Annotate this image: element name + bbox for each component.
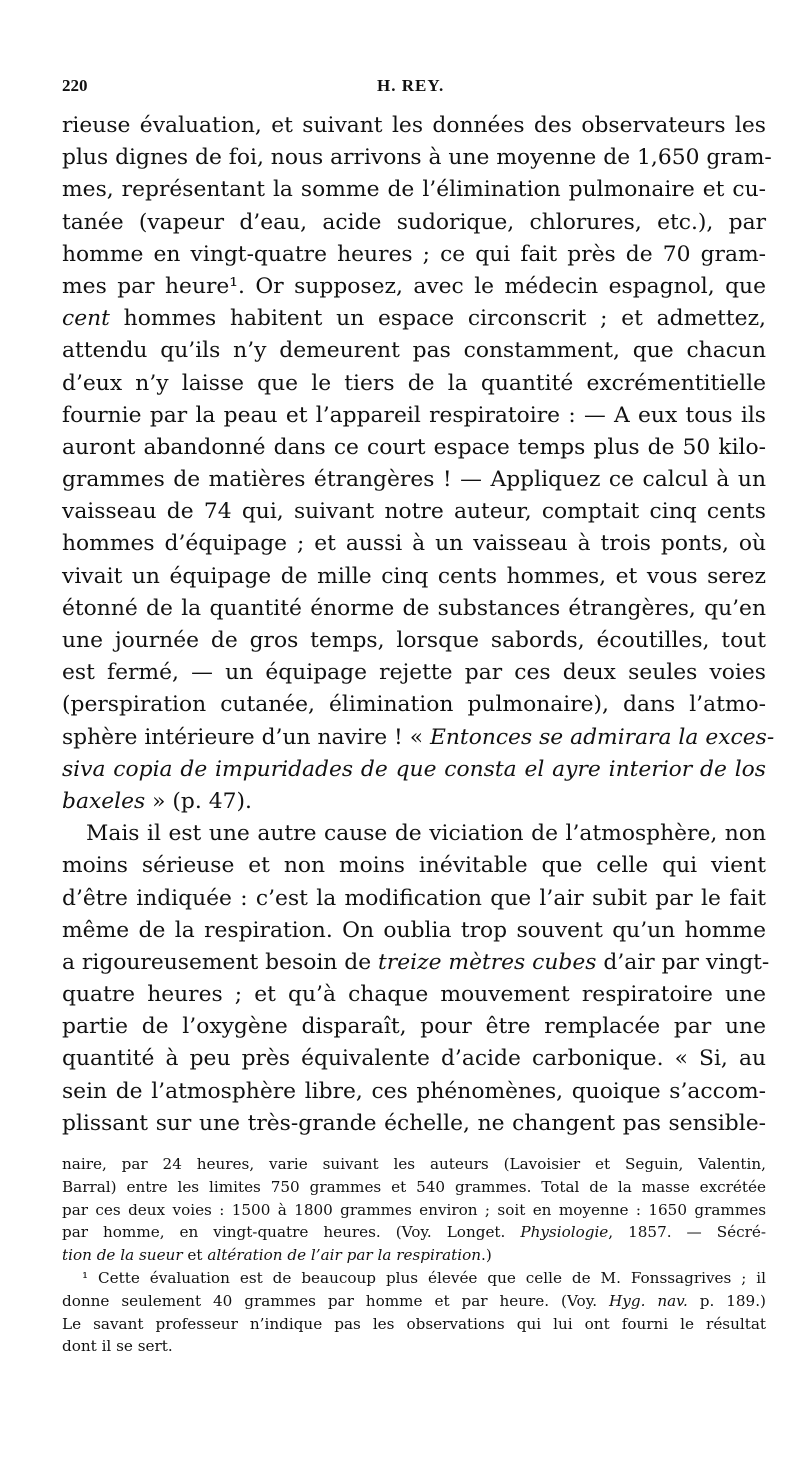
footnote-line: Le savant professeur n’indique pas les observations qui lui ont fourni le résultat <box>62 1314 766 1333</box>
text-line <box>62 303 766 335</box>
text-line: (perspiration cutanée, élimination pulmonaire), dans l’atmo- <box>62 692 766 718</box>
text-line: d’être indiquée : c’est la modification que l’air subit par le fait <box>62 885 766 911</box>
text-run: .) <box>481 1246 492 1265</box>
text-run: d’air par vingt- <box>596 949 770 975</box>
footnote-line <box>62 1244 766 1267</box>
text-run: donne seulement 40 grammes par homme et par heure. (Voy. <box>62 1291 610 1310</box>
text-line: moins sérieuse et non moins inévitable que celle qui vient <box>62 853 766 879</box>
text-line: vaisseau de 74 qui, suivant notre auteur, comptait cinq cents <box>62 499 766 525</box>
italic-text: Hyg. nav. <box>609 1291 688 1310</box>
text-line: est fermé, — un équipage rejette par ces deux seules voies <box>62 660 766 686</box>
footnote-line <box>62 1290 766 1313</box>
footnote-line: naire, par 24 heures, varie suivant les auteurs (Lavoisier et Seguin, Valentin, <box>62 1155 766 1173</box>
text-line: sein de l’atmosphère libre, ces phénomènes, quoique s’accom- <box>62 1078 766 1104</box>
italic-text: tion de la sueur <box>62 1246 183 1265</box>
text-run: sphère intérieure d’un navire ! « <box>62 724 430 750</box>
text-line: une journée de gros temps, lorsque sabords, écoutilles, tout <box>62 628 766 653</box>
text-line: mes par heure¹. Or supposez, avec le médecin espagnol, que <box>62 273 766 299</box>
italic-text: cent <box>62 306 110 332</box>
text-line: rieuse évaluation, et suivant les données des observateurs les <box>62 113 766 138</box>
text-line: grammes de matières étrangères ! — Appliquez ce calcul à un <box>62 467 766 493</box>
page-header <box>62 76 762 100</box>
text-run: hommes habitent un espace circonscrit ; et admettez, <box>109 306 766 332</box>
text-line <box>62 722 775 754</box>
footnote-line: ¹ Cette évaluation est de beaucoup plus élevée que celle de M. Fonssagrives ; il <box>82 1268 766 1287</box>
text-line: attendu qu’ils n’y demeurent pas constamment, que chacun <box>62 338 766 364</box>
text-line <box>62 786 766 818</box>
text-line: homme en vingt-quatre heures ; ce qui fait près de 70 gram- <box>62 241 766 267</box>
italic-text: treize mètres cubes <box>378 949 597 975</box>
text-run: a rigoureusement besoin de <box>62 949 379 975</box>
text-line <box>62 947 770 979</box>
text-line: tanée (vapeur d’eau, acide sudorique, chlorures, etc.), par <box>62 209 766 235</box>
text-line: Mais il est une autre cause de viciation de l’atmosphère, non <box>86 821 766 847</box>
text-line: quantité à peu près équivalente d’acide carbonique. « Si, au <box>62 1046 766 1072</box>
footnote-line: dont il se sert. <box>62 1337 173 1356</box>
text-line: auront abandonné dans ce court espace temps plus de 50 kilo- <box>62 434 766 460</box>
text-run: par homme, en vingt-quatre heures. (Voy. Longet. <box>62 1223 521 1242</box>
footnote-line: par ces deux voies : 1500 à 1800 grammes environ ; soit en moyenne : 1650 grammes <box>62 1200 766 1219</box>
running-head: H. REY. <box>377 76 445 95</box>
text-line: plissant sur une très-grande échelle, ne changent pas sensible- <box>62 1110 766 1136</box>
text-line: quatre heures ; et qu’à chaque mouvement respiratoire une <box>62 982 766 1008</box>
text-run: p. 189.) <box>687 1291 766 1310</box>
footnote-line: Barral) entre les limites 750 grammes et 540 grammes. Total de la masse excrétée <box>62 1177 766 1196</box>
main-text <box>62 110 775 1140</box>
text-line: étonné de la quantité énorme de substances étrangères, qu’en <box>62 595 766 621</box>
italic-text: baxeles <box>62 788 146 814</box>
italic-text: Physiologie <box>520 1223 609 1242</box>
text-line: fournie par la peau et l’appareil respiratoire : — A eux tous ils <box>62 402 766 428</box>
text-line: plus dignes de foi, nous arrivons à une moyenne de 1,650 gram- <box>62 145 772 171</box>
italic-text: Entonces se admirara la exces- <box>429 724 775 750</box>
footnote-line <box>62 1221 766 1244</box>
text-line: hommes d’équipage ; et aussi à un vaisseau à trois ponts, où <box>62 531 766 557</box>
italic-text: siva copia de impuridades de que consta el ayre interior de los <box>62 756 766 782</box>
text-run: et <box>182 1246 208 1265</box>
text-line <box>62 754 766 786</box>
page-number: 220 <box>62 76 88 95</box>
text-line: mes, représentant la somme de l’élimination pulmonaire et cu- <box>62 177 766 203</box>
text-run: , 1857. — Sécré- <box>608 1223 766 1242</box>
footnotes <box>62 1153 766 1358</box>
text-line: vivait un équipage de mille cinq cents hommes, et vous serez <box>62 563 766 589</box>
italic-text: altération de l’air par la respiration <box>207 1246 482 1265</box>
text-line: partie de l’oxygène disparaît, pour être remplacée par une <box>62 1014 766 1040</box>
text-line: d’eux n’y laisse que le tiers de la quantité excrémentitielle <box>62 370 766 396</box>
text-line: même de la respiration. On oublia trop souvent qu’un homme <box>62 917 766 943</box>
text-run: » (p. 47). <box>145 788 252 814</box>
